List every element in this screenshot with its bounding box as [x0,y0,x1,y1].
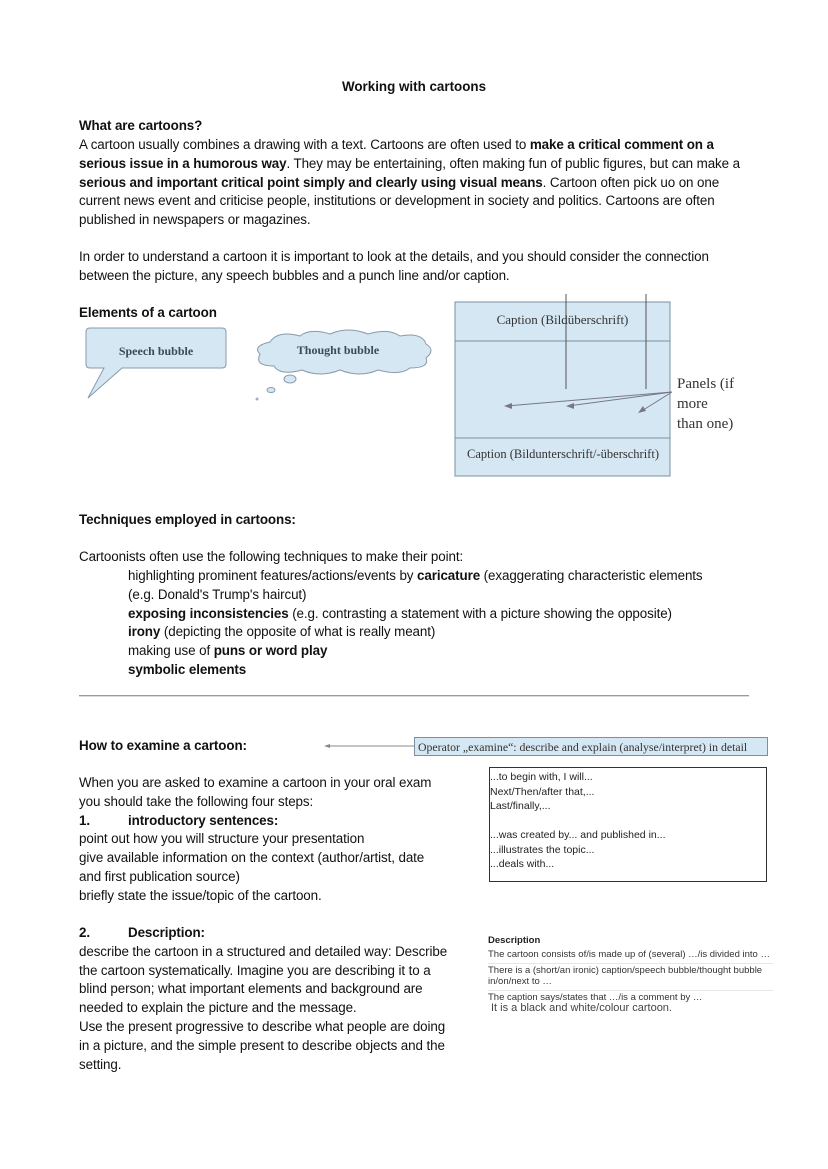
step1-line: point out how you will structure your presentation [79,831,365,847]
step1-title: introductory sentences: [128,812,279,828]
horizontal-divider [79,695,749,697]
panels-label [677,374,734,434]
phrase-line: ...deals with... [490,858,555,870]
emphasized-text: exposing inconsistencies [128,605,289,621]
step2-line: blind person; what important elements and background are [79,981,423,997]
technique-item [128,661,768,680]
text-run: . They may be entertaining, often making fun of public figures, but can make a [286,155,740,171]
technique-item [128,642,768,661]
step2-line: in a picture, and the simple present to describe objects and the [79,1037,445,1053]
page-title: Working with cartoons [341,79,487,94]
step2-line: describe the cartoon in a structured and detailed way: Describe [79,943,448,959]
text-run: (e.g. Donald's Trump's haircut) [128,586,307,602]
intro-paragraph [79,136,751,230]
step2-title: Description: [128,925,205,940]
step2-block [79,924,479,1074]
step2-number: 2. [79,925,90,940]
step2-line: Use the present progressive to describe what people are doing [79,1018,446,1034]
technique-item [128,567,768,586]
speech-bubble-shape [80,326,240,406]
speech-bubble-label: Speech bubble [118,344,194,358]
techniques-list [128,567,768,680]
caption-bottom-label: Caption (Bildunterschrift/-überschrift) [467,447,659,461]
thought-bubble-label: Thought bubble [296,343,380,357]
examine-intro [79,774,479,906]
technique-item [128,586,768,605]
phrase-line: ...illustrates the topic... [490,843,595,856]
thought-bubble-shape [250,328,435,408]
text-run: (e.g. contrasting a statement with a picture showing the opposite) [288,605,672,621]
examine-intro-line: When you are asked to examine a cartoon in your oral exam [79,775,432,790]
emphasized-text: irony [128,624,161,640]
operator-definition-box: Operator „examine“: describe and explain (analyse/interpret) in detail [414,737,768,756]
panels-label-line: than one) [677,416,734,432]
caption-top-label: Caption (Bildüberschrift) [496,312,629,327]
text-run: making use of [128,643,214,659]
understanding-paragraph: In order to understand a cartoon it is important to look at the details, and you should consider the connection between the picture, any speech bubbles and a punch line and/or caption. [79,249,709,283]
text-run: (depicting the opposite of what is really meant) [160,624,436,640]
description-phrase-row: The cartoon consists of/is made up of (several) …/is divided into … [488,948,773,964]
step2-line: needed to explain the picture and the message. [79,1000,357,1016]
emphasized-text: serious and important critical point simply and clearly using visual means [79,174,543,190]
phrases-box [489,767,767,882]
description-phrase-row: The caption says/states that …/is a comment by … [488,991,703,1003]
step1-line: briefly state the issue/topic of the cartoon. [79,887,322,903]
emphasized-text: make a critical comment on a serious issue in a humorous way [79,137,714,171]
panels-label-line: Panels (if [677,376,735,392]
step1-heading [79,812,479,831]
section-heading-elements: Elements of a cartoon [79,305,217,320]
step1-number: 1. [79,812,90,828]
techniques-intro: Cartoonists often use the following techniques to make their point: [79,549,464,564]
arrow-left-icon [322,740,417,752]
description-extra-line: It is a black and white/colour cartoon. [491,1002,672,1014]
section-heading-examine: How to examine a cartoon: [79,738,247,753]
step2-line: the cartoon systematically. Imagine you are describing it to a [79,962,431,978]
section-heading-what-are-cartoons: What are cartoons? [79,118,203,133]
text-run: A cartoon usually combines a drawing with a text. Cartoons are often used to [79,137,530,152]
description-phrase-row: There is a (short/an ironic) caption/speech bubble/thought bubble in/on/next to … [488,964,773,991]
phrase-line: ...was created by... and published in... [490,829,666,841]
phrase-line: ...to begin with, I will... [490,771,593,783]
text-run: (exaggerating characteristic elements [480,568,703,583]
phrase-line: Next/Then/after that,... [490,785,595,798]
emphasized-text: caricature [417,568,481,583]
emphasized-text: puns or word play [213,643,328,659]
section-heading-techniques: Techniques employed in cartoons: [79,512,296,527]
description-box-heading: Description [488,935,541,946]
step2-line: setting. [79,1056,122,1072]
technique-item [128,623,768,642]
description-phrases-box [488,934,773,1014]
emphasized-text: symbolic elements [128,661,247,677]
phrase-line: Last/finally,... [490,800,551,812]
technique-item [128,605,768,624]
text-run: highlighting prominent features/actions/events by [128,568,418,583]
panels-label-line: more [677,396,708,412]
step1-line: give available information on the context (author/artist, date [79,850,425,866]
step1-line: and first publication source) [79,868,240,884]
phrase-spacer [490,814,766,829]
examine-intro-line: you should take the following four steps: [79,793,314,809]
text-run: . Cartoon often pick uo on one current news event and criticise people, institutions or development in society and politics. Cartoons are often published in newspapers or magazines. [79,174,720,228]
step2-heading [79,924,479,943]
